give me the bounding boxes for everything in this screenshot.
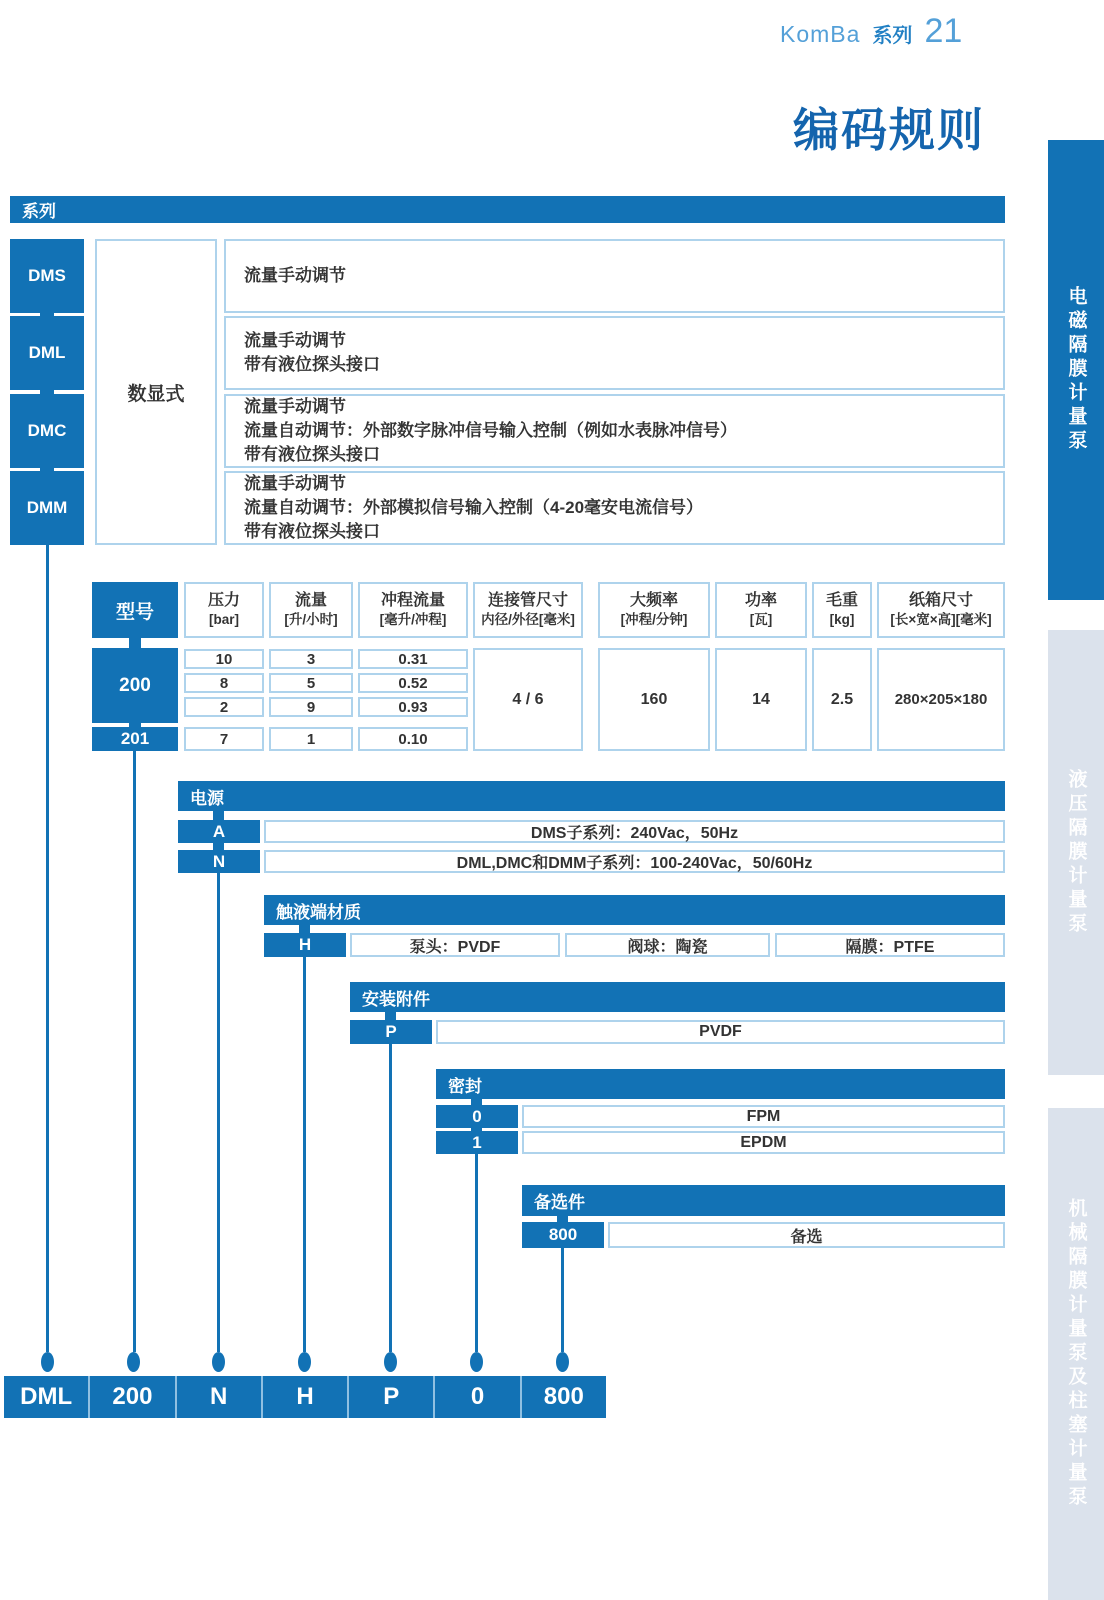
connector-notch <box>213 843 224 850</box>
table-cell: 10 <box>184 649 264 669</box>
merged-cell-weight: 2.5 <box>812 648 872 751</box>
connector-dot <box>127 1352 140 1372</box>
wetted-cell-valve-ball: 阀球：陶瓷 <box>565 933 770 957</box>
col-unit: 内径/外径[毫米] <box>481 612 575 627</box>
table-cell: 0.93 <box>358 697 468 717</box>
connector-notch <box>385 1012 396 1020</box>
desc-line: 带有液位探头接口 <box>244 522 380 541</box>
table-cell: 0.10 <box>358 727 468 751</box>
series-desc-dmm <box>224 471 1005 545</box>
model-code-200: 200 <box>92 648 178 723</box>
series-desc-dms <box>224 239 1005 313</box>
col-weight <box>812 582 872 638</box>
connector-line-power <box>217 873 220 1352</box>
connector-dot <box>41 1352 54 1372</box>
col-carton-size <box>877 582 1005 638</box>
series-section-header: 系列 <box>10 196 1005 223</box>
connector-line-model <box>133 751 136 1352</box>
model-header-cell: 型号 <box>92 582 178 638</box>
connector-line-series <box>46 545 49 1352</box>
col-unit: [冲程/分钟] <box>620 612 688 627</box>
col-unit: [毫升/冲程] <box>379 612 447 627</box>
desc-line: 带有液位探头接口 <box>244 355 380 374</box>
desc-line: 流量手动调节 <box>244 474 346 493</box>
col-title: 大频率 <box>629 592 678 609</box>
mounting-code-p: P <box>350 1020 432 1044</box>
brand-name: KomBa <box>780 21 861 47</box>
desc-line: 流量自动调节：外部数字脉冲信号输入控制（例如水表脉冲信号） <box>244 421 737 440</box>
code-segment-wetted: H <box>261 1376 347 1418</box>
code-segment-model: 200 <box>88 1376 174 1418</box>
power-code-a: A <box>178 820 260 843</box>
power-desc-a: DMS子系列：240Vac，50Hz <box>264 820 1005 843</box>
connector-notch <box>213 811 224 820</box>
col-title: 冲程流量 <box>380 592 445 609</box>
connector-dot <box>556 1352 569 1372</box>
series-desc-dml <box>224 316 1005 390</box>
sidebar-tab-label: 机械隔膜计量泵及柱塞计量泵 <box>1065 1198 1087 1510</box>
table-cell: 7 <box>184 727 264 751</box>
connector-dot <box>470 1352 483 1372</box>
col-title: 纸箱尺寸 <box>908 592 973 609</box>
col-unit: [瓦] <box>749 612 773 627</box>
series-code-dmc: DMC <box>10 394 84 468</box>
sidebar-tab-label: 液压隔膜计量泵 <box>1065 768 1087 937</box>
col-power <box>715 582 807 638</box>
page-title: 编码规则 <box>793 104 985 156</box>
options-code-800: 800 <box>522 1222 604 1248</box>
sidebar-tab-solenoid-pump <box>1048 140 1104 600</box>
col-title: 功率 <box>744 592 777 609</box>
example-code-bar <box>4 1376 606 1418</box>
code-segment-options: 800 <box>520 1376 606 1418</box>
desc-line: 流量手动调节 <box>244 331 346 350</box>
wetted-cell-pump-head: 泵头：PVDF <box>350 933 560 957</box>
table-cell: 5 <box>269 673 353 693</box>
col-title: 连接管尺寸 <box>487 592 568 609</box>
col-pressure <box>184 582 264 638</box>
sidebar-tab-mechanical-pump <box>1048 1108 1104 1600</box>
desc-line: 流量自动调节：外部模拟信号输入控制（4-20毫安电流信号） <box>244 498 704 517</box>
power-section-header: 电源 <box>178 781 1005 811</box>
connector-dot <box>212 1352 225 1372</box>
desc-line: 流量手动调节 <box>244 266 346 285</box>
connector-dot <box>298 1352 311 1372</box>
page-number: 21 <box>924 12 963 50</box>
col-unit: [bar] <box>209 612 239 627</box>
code-segment-power: N <box>175 1376 261 1418</box>
connector-dot <box>384 1352 397 1372</box>
code-segment-series: DML <box>20 1383 73 1410</box>
series-code-dml: DML <box>10 316 84 390</box>
sidebar-tab-hydraulic-pump <box>1048 630 1104 1075</box>
connector-notch <box>129 638 141 648</box>
seal-code-1: 1 <box>436 1131 518 1154</box>
col-flow <box>269 582 353 638</box>
mounting-section-header: 安装附件 <box>350 982 1005 1012</box>
seal-desc-fpm: FPM <box>522 1105 1005 1128</box>
model-code-201: 201 <box>92 727 178 751</box>
wetted-code-h: H <box>264 933 346 957</box>
merged-cell-frequency: 160 <box>598 648 710 751</box>
power-desc-n: DML,DMC和DMM子系列：100-240Vac，50/60Hz <box>264 850 1005 873</box>
connector-notch <box>299 925 310 933</box>
series-desc-dmc <box>224 394 1005 468</box>
series-code-dms: DMS <box>10 239 84 313</box>
code-segment-mounting: P <box>347 1376 433 1418</box>
options-desc: 备选 <box>608 1222 1005 1248</box>
merged-cell-pipe: 4 / 6 <box>473 648 583 751</box>
table-cell: 3 <box>269 649 353 669</box>
seal-section-header: 密封 <box>436 1069 1005 1099</box>
connector-line-seal <box>475 1154 478 1352</box>
col-title: 压力 <box>207 592 240 609</box>
col-unit: [升/小时] <box>284 612 338 627</box>
table-cell: 8 <box>184 673 264 693</box>
col-max-frequency <box>598 582 710 638</box>
wetted-cell-diaphragm: 隔膜：PTFE <box>775 933 1005 957</box>
merged-cell-carton: 280×205×180 <box>877 648 1005 751</box>
table-cell: 0.31 <box>358 649 468 669</box>
desc-line: 流量手动调节 <box>244 397 346 416</box>
brand-suffix: 系列 <box>872 25 913 47</box>
power-code-n: N <box>178 850 260 873</box>
mounting-desc: PVDF <box>436 1020 1005 1044</box>
col-stroke-volume <box>358 582 468 638</box>
options-section-header: 备选件 <box>522 1185 1005 1216</box>
connector-notch <box>40 468 54 471</box>
col-title: 毛重 <box>825 592 858 609</box>
series-code-dmm: DMM <box>10 471 84 545</box>
code-segment-seal: 0 <box>433 1376 519 1418</box>
connector-notch <box>40 390 54 394</box>
table-cell: 2 <box>184 697 264 717</box>
col-unit: [长×宽×高][毫米] <box>890 612 992 627</box>
seal-desc-epdm: EPDM <box>522 1131 1005 1154</box>
sidebar-tab-label: 电磁隔膜计量泵 <box>1065 286 1087 454</box>
merged-cell-power: 14 <box>715 648 807 751</box>
table-cell: 0.52 <box>358 673 468 693</box>
col-title: 流量 <box>294 592 327 609</box>
connector-line-mounting <box>389 1044 392 1352</box>
table-cell: 1 <box>269 727 353 751</box>
connector-line-options <box>561 1248 564 1352</box>
seal-code-0: 0 <box>436 1105 518 1128</box>
connector-line-wetted <box>303 957 306 1352</box>
display-type-cell: 数显式 <box>95 239 217 545</box>
col-pipe-size <box>473 582 583 638</box>
table-cell: 9 <box>269 697 353 717</box>
connector-notch <box>40 313 54 316</box>
wetted-section-header: 触液端材质 <box>264 895 1005 925</box>
col-unit: [kg] <box>829 612 855 627</box>
page-header <box>780 12 980 51</box>
desc-line: 带有液位探头接口 <box>244 445 380 464</box>
